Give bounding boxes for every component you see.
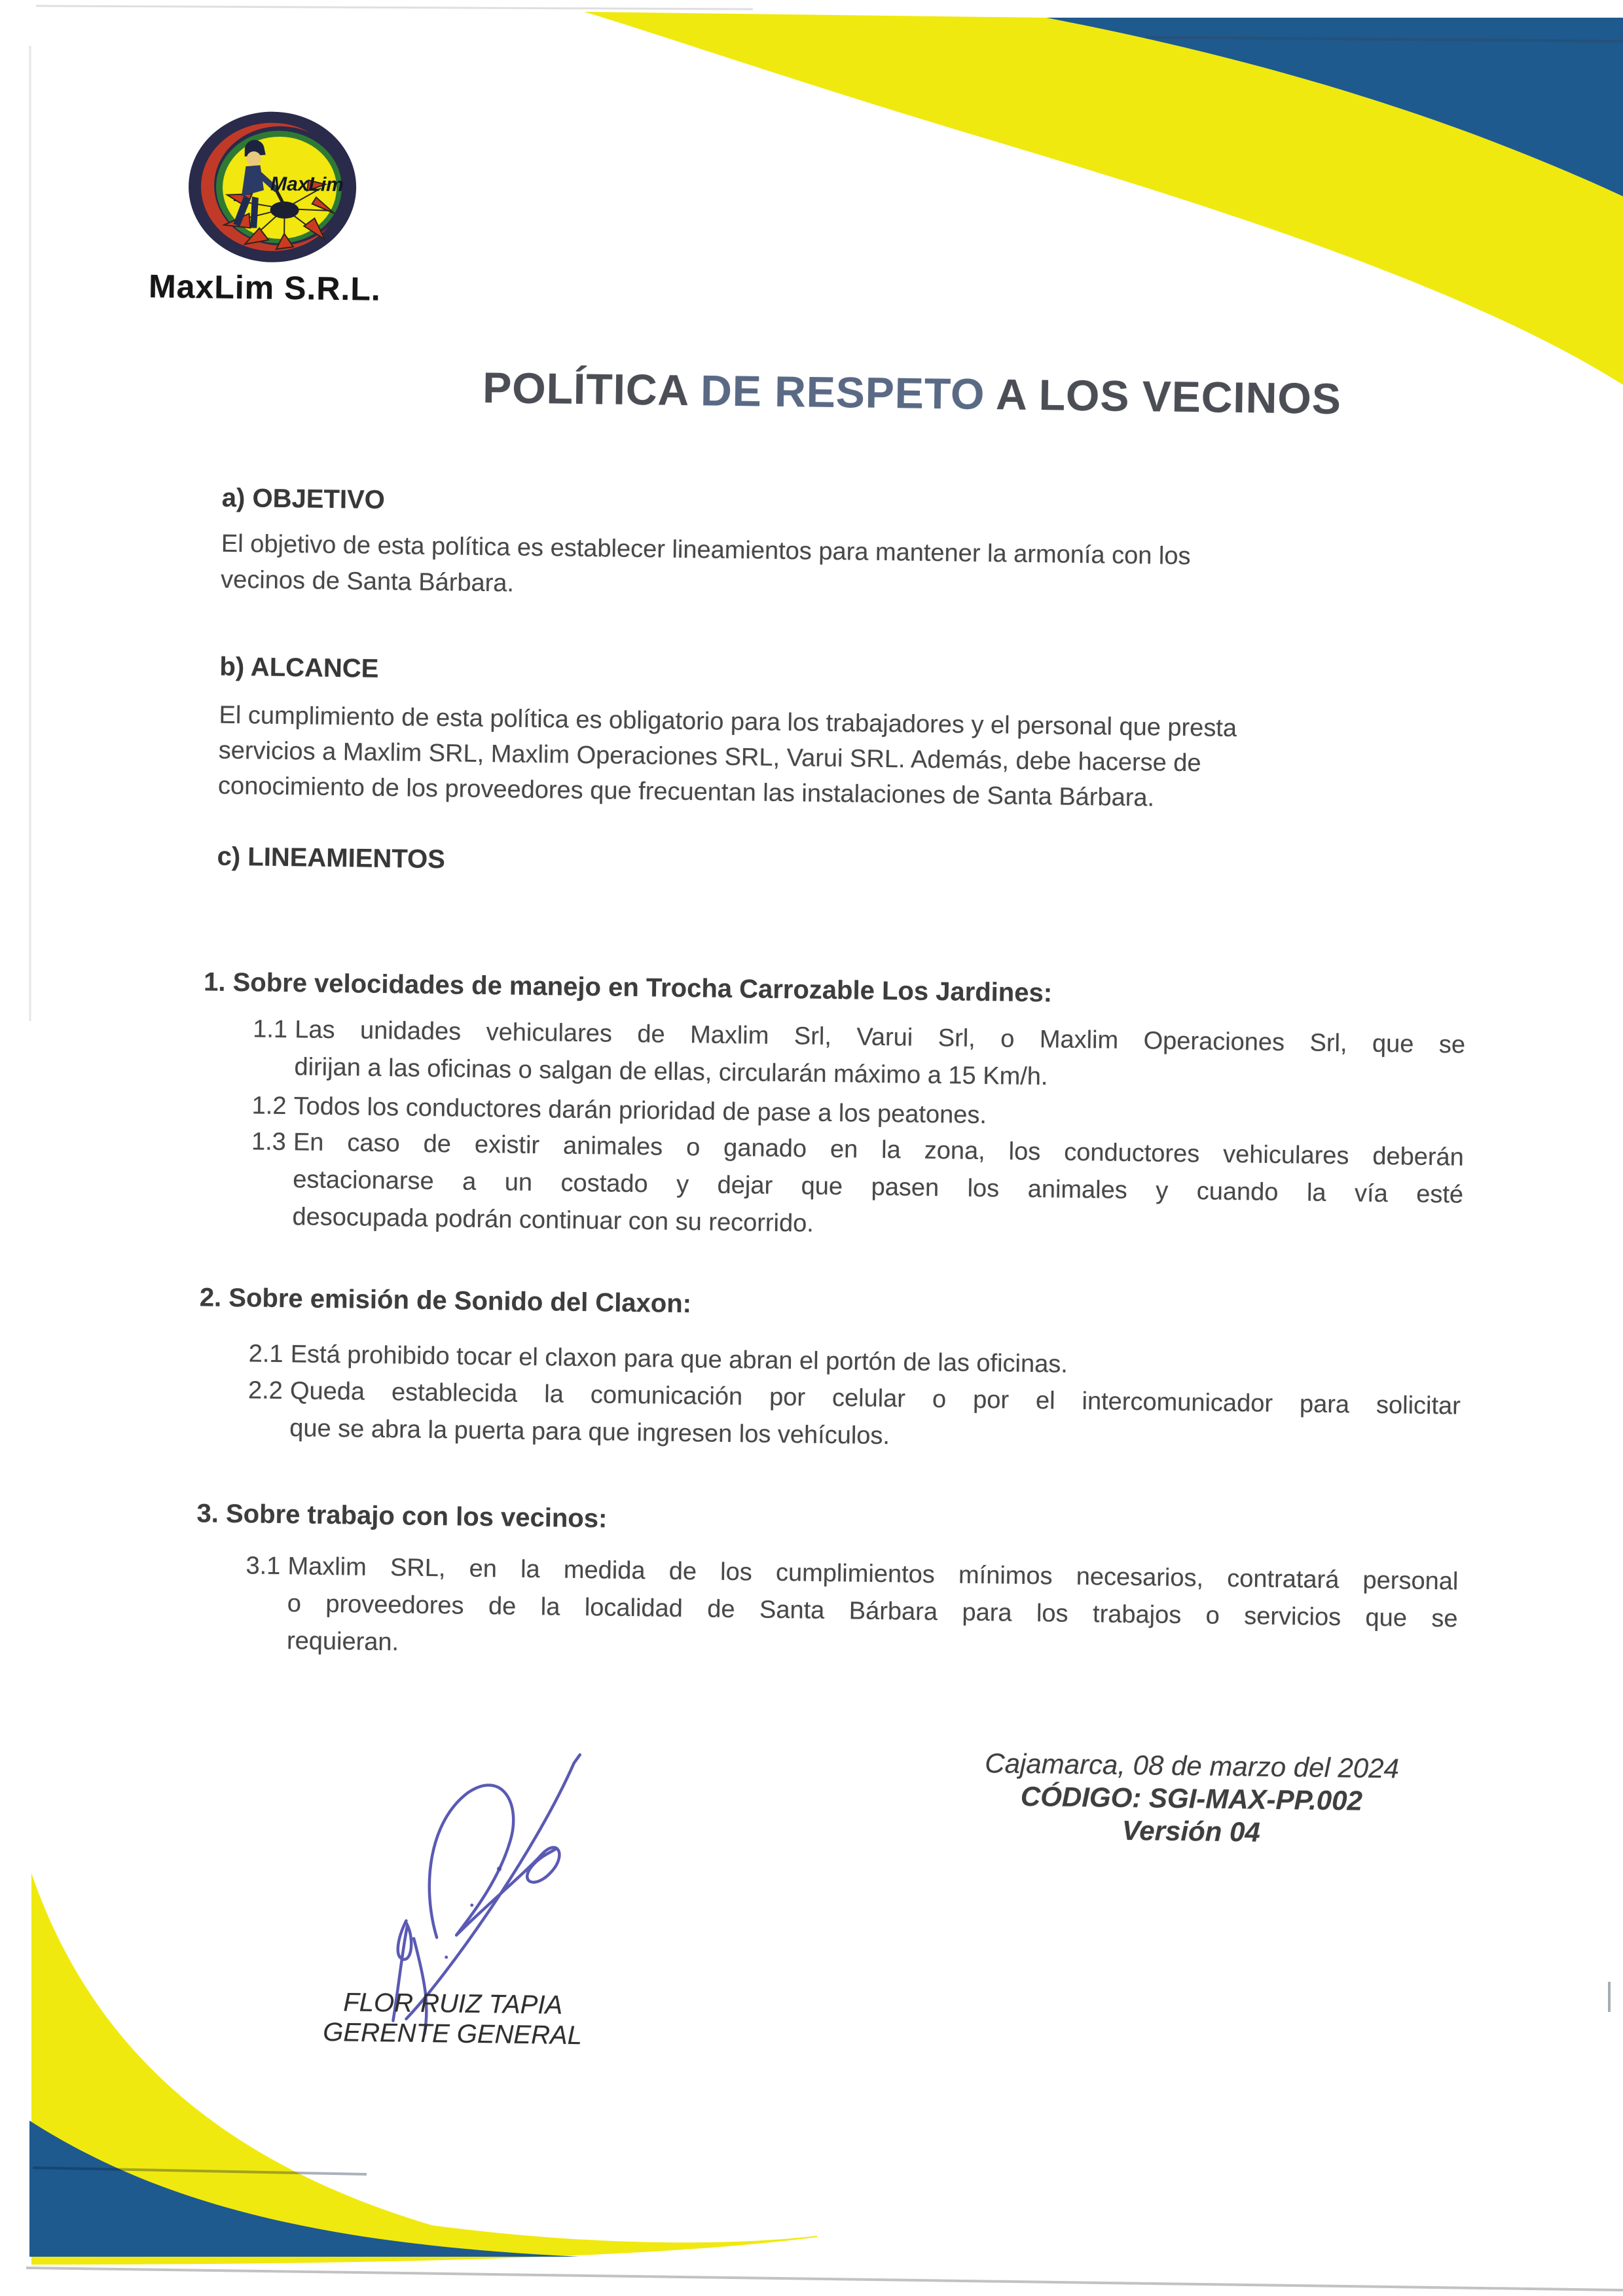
item-line: Queda establecida la comunicación por celular o por el intercomunicador para solicitar: [289, 1377, 1461, 1420]
list-item-1-1: [214, 1011, 1465, 1102]
signer-role: GERENTE GENERAL: [323, 2017, 583, 2051]
logo-brand-text: MaxLim: [270, 173, 344, 196]
title-part: DE RESPETO: [700, 366, 985, 418]
item-line: o proveedores de la localidad de Santa Bárbara para los trabajos o servicios que se: [287, 1590, 1458, 1633]
item-number: 1.3: [251, 1128, 287, 1157]
item-number: 1.1: [252, 1015, 288, 1044]
paragraph-objetivo: [221, 526, 1472, 615]
document-footer-block: [958, 1747, 1425, 1851]
item-number: 1.2: [251, 1092, 287, 1121]
paragraph-alcance: [218, 698, 1470, 820]
item-line: En caso de existir animales o ganado en la zona, los conductores vehiculares deberán: [293, 1128, 1465, 1172]
list-item-2-2: [210, 1372, 1461, 1463]
paragraph-line: El objetivo de esta política es establecer lineamientos para mantener la armonía con los: [221, 529, 1191, 571]
item-line: estacionarse a un costado y dejar que pasen los animales y cuando la vía esté: [292, 1166, 1464, 1209]
guideline-heading-3: 3. Sobre trabajo con los vecinos:: [196, 1499, 608, 1534]
item-line: que se abra la puerta para que ingresen los vehículos.: [289, 1414, 890, 1450]
document-code: CÓDIGO: SGI-MAX-PP.002: [1020, 1780, 1363, 1816]
place-date: Cajamarca, 08 de marzo del 2024: [984, 1748, 1400, 1784]
item-line: desocupada podrán continuar con su recorrido.: [292, 1203, 814, 1238]
item-line: Maxlim SRL, en la medida de los cumplimientos mínimos necesarios, contratará personal: [287, 1552, 1459, 1596]
section-heading-lineamientos: c) LINEAMIENTOS: [217, 842, 446, 874]
logo-mark: [186, 109, 359, 266]
item-number: 2.2: [247, 1376, 283, 1405]
page-title: [362, 361, 1463, 425]
item-line: requieran.: [286, 1627, 399, 1657]
guideline-heading-1: 1. Sobre velocidades de manejo en Trocha Carrozable Los Jardines:: [203, 967, 1053, 1008]
guideline-heading-2: 2. Sobre emisión de Sonido del Claxon:: [199, 1283, 692, 1319]
company-name: MaxLim S.R.L.: [148, 268, 382, 308]
item-line: Las unidades vehiculares de Maxlim Srl, Varui Srl, o Maxlim Operaciones Srl, que se: [294, 1016, 1466, 1059]
document-version: Versión 04: [1122, 1814, 1261, 1848]
section-heading-alcance: b) ALCANCE: [219, 652, 379, 683]
item-line: Está prohibido tocar el claxon para que abran el portón de las oficinas.: [290, 1340, 1068, 1378]
item-number: 2.1: [248, 1340, 283, 1369]
signer-name: FLOR RUIZ TAPIA: [343, 1988, 563, 2020]
item-line: Todos los conductores darán prioridad de pase a los peatones.: [293, 1092, 987, 1130]
paragraph-line: conocimiento de los proveedores que frecuentan las instalaciones de Santa Bárbara.: [217, 772, 1155, 812]
scan-artifact-mark: [1608, 1982, 1611, 2012]
title-part: A LOS VECINOS: [984, 369, 1342, 423]
item-line: dirijan a las oficinas o salgan de ellas, circularán máximo a 15 Km/h.: [294, 1053, 1048, 1091]
item-number: 3.1: [246, 1552, 281, 1581]
list-item-3-1: [207, 1547, 1459, 1676]
paragraph-line: servicios a Maxlim SRL, Maxlim Operaciones SRL, Varui SRL. Además, debe hacerse de: [218, 736, 1201, 778]
logo: [149, 109, 408, 308]
list-item-1-3: [212, 1123, 1464, 1251]
section-heading-objetivo: a) OBJETIVO: [221, 483, 386, 514]
signer-block: [267, 1986, 638, 2051]
paragraph-line: vecinos de Santa Bárbara.: [220, 565, 515, 598]
title-part: POLÍTICA: [482, 363, 701, 415]
paragraph-line: El cumplimiento de esta política es obligatorio para los trabajadores y el personal que presta: [219, 701, 1237, 743]
